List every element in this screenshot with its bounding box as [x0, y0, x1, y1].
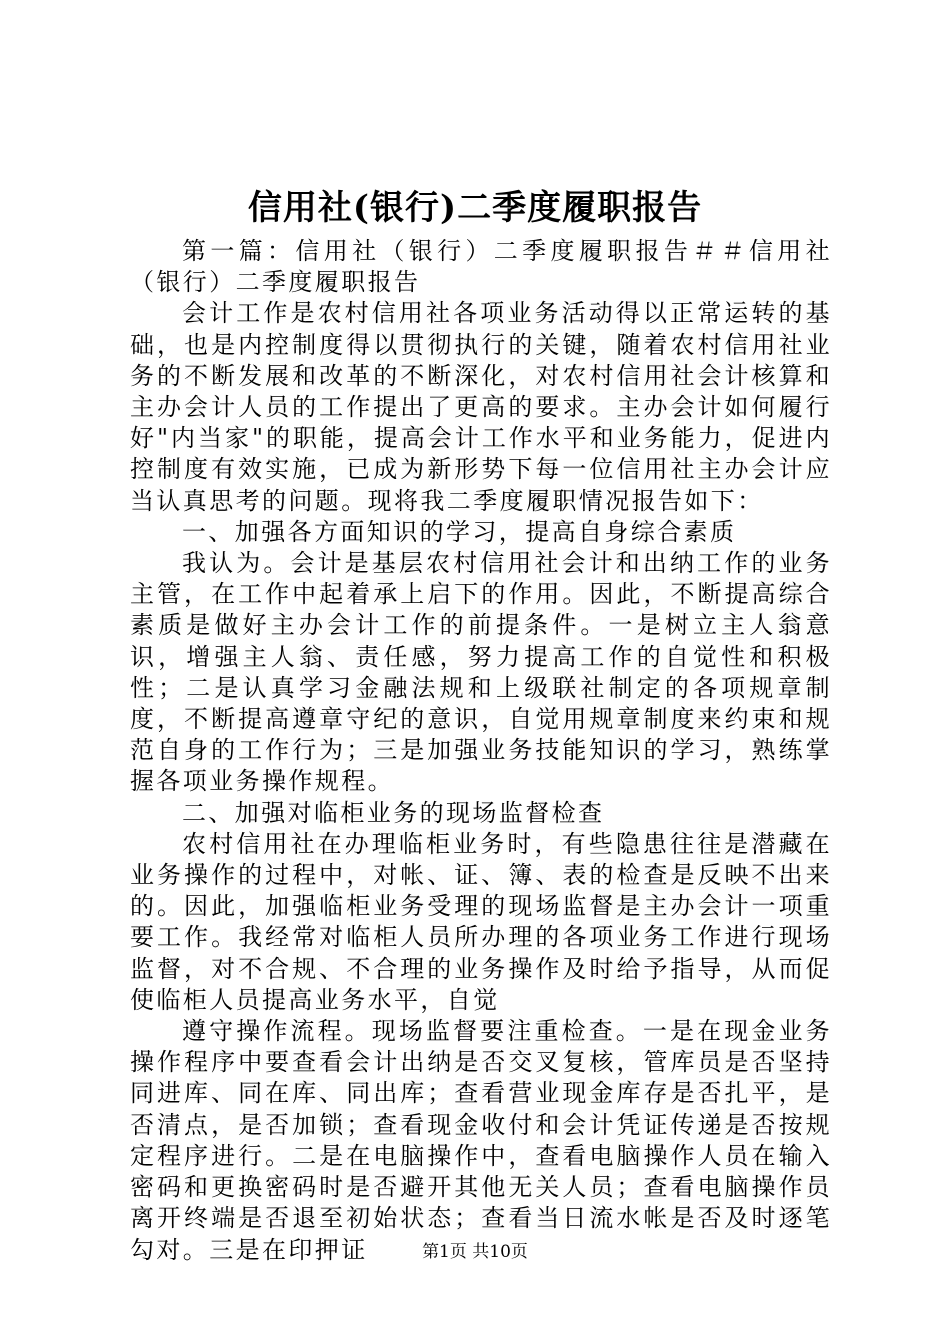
paragraph-intro: 第一篇：信用社（银行）二季度履职报告＃＃信用社（银行）二季度履职报告: [130, 237, 832, 297]
paragraph-section-2-continued: 遵守操作流程。现场监督要注重检查。一是在现金业务操作程序中要查看会计出纳是否交叉复核，管库员是否坚持同进库、同在库、同出库；查看营业现金库存是否扎平，是否清点，是否加锁；查看现金收付和会计凭证传递是否按规定程序进行。二是在电脑操作中，查看电脑操作人员在输入密码和更换密码时是否避开其他无关人员；查看电脑操作员离开终端是否退至初始状态；查看当日流水帐是否及时逐笔勾对。三是在印押证: [130, 1017, 832, 1264]
paragraph-section-1: 我认为。会计是基层农村信用社会计和出纳工作的业务主管，在工作中起着承上启下的作用。因此，不断提高综合素质是做好主办会计工作的前提条件。一是树立主人翁意识，增强主人翁、责任感，努力提高工作的自觉性和积极性；二是认真学习金融法规和上级联社制定的各项规章制度，不断提高遵章守纪的意识，自觉用规章制度来约束和规范自身的工作行为；三是加强业务技能知识的学习，熟练掌握各项业务操作规程。: [130, 549, 832, 796]
paragraph-section-2: 农村信用社在办理临柜业务时，有些隐患往往是潜藏在业务操作的过程中，对帐、证、簿、表的检查是反映不出来的。因此，加强临柜业务受理的现场监督是主办会计一项重要工作。我经常对临柜人员所办理的各项业务工作进行现场监督，对不合规、不合理的业务操作及时给予指导，从而促使临柜人员提高业务水平，自觉: [130, 829, 832, 1014]
page-footer: 第1页 共10页: [422, 1242, 528, 1262]
paragraph-background: 会计工作是农村信用社各项业务活动得以正常运转的基础，也是内控制度得以贯彻执行的关键，随着农村信用社业务的不断发展和改革的不断深化，对农村信用社会计核算和主办会计人员的工作提出了更高的要求。主办会计如何履行好"内当家"的职能，提高会计工作水平和业务能力，促进内控制度有效实施，已成为新形势下每一位信用社主办会计应当认真思考的问题。现将我二季度履职情况报告如下：: [130, 299, 832, 515]
section-heading-2: 二、加强对临柜业务的现场监督检查: [182, 798, 605, 827]
document-body: [130, 236, 832, 1266]
document-title: 信用社(银行)二季度履职报告: [247, 188, 703, 228]
section-heading-1: 一、加强各方面知识的学习，提高自身综合素质: [182, 517, 737, 546]
